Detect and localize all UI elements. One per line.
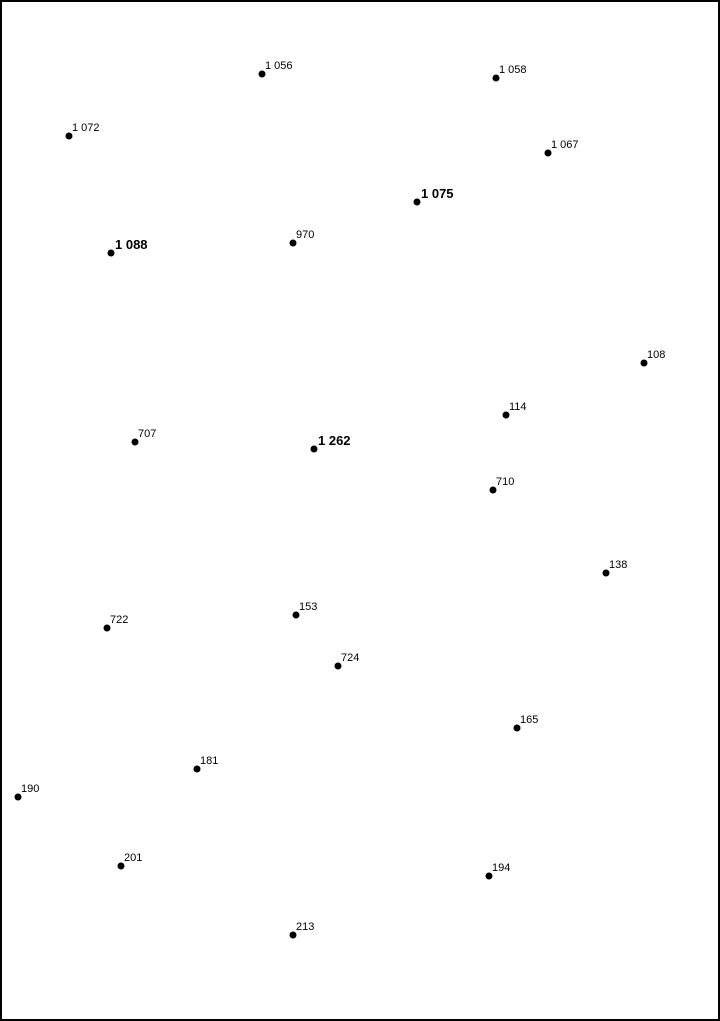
- survey-point: [311, 433, 351, 453]
- point-label: 190: [21, 783, 40, 795]
- point-label: 1 075: [421, 186, 454, 201]
- survey-point: [486, 862, 511, 880]
- survey-point: [490, 476, 515, 494]
- survey-point: [503, 401, 527, 419]
- point-marker: [108, 250, 115, 257]
- point-marker: [311, 446, 318, 453]
- survey-point: [104, 614, 129, 632]
- survey-point: [118, 852, 143, 870]
- survey-point: [603, 559, 628, 577]
- point-label: 1 262: [318, 433, 351, 448]
- point-label: 114: [509, 401, 527, 413]
- survey-point: [641, 349, 666, 367]
- survey-point: [514, 714, 539, 732]
- point-label: 724: [341, 652, 360, 664]
- point-label: 1 088: [115, 237, 148, 252]
- point-label: 153: [299, 601, 318, 613]
- point-label: 970: [296, 229, 315, 241]
- survey-point: [293, 601, 318, 619]
- point-label: 1 067: [551, 139, 579, 151]
- point-marker: [414, 199, 421, 206]
- survey-point: [259, 60, 293, 78]
- point-label: 213: [296, 921, 315, 933]
- survey-point: [335, 652, 360, 670]
- point-label: 165: [520, 714, 539, 726]
- survey-point: [493, 64, 527, 82]
- survey-point: [108, 237, 148, 257]
- point-label: 181: [200, 755, 219, 767]
- point-label: 707: [138, 428, 157, 440]
- point-label: 1 058: [499, 64, 527, 76]
- point-label: 722: [110, 614, 129, 626]
- survey-point: [15, 783, 40, 801]
- survey-point: [545, 139, 579, 157]
- survey-point: [194, 755, 219, 773]
- point-label: 108: [647, 349, 666, 361]
- point-plot: [2, 2, 718, 1019]
- point-label: 710: [496, 476, 515, 488]
- point-label: 1 072: [72, 122, 100, 134]
- survey-point: [66, 122, 100, 140]
- survey-point: [132, 428, 157, 446]
- survey-point: [290, 921, 315, 939]
- point-label: 138: [609, 559, 628, 571]
- survey-point: [290, 229, 315, 247]
- survey-point: [414, 186, 454, 206]
- point-label: 1 056: [265, 60, 293, 72]
- point-label: 201: [124, 852, 143, 864]
- point-label: 194: [492, 862, 511, 874]
